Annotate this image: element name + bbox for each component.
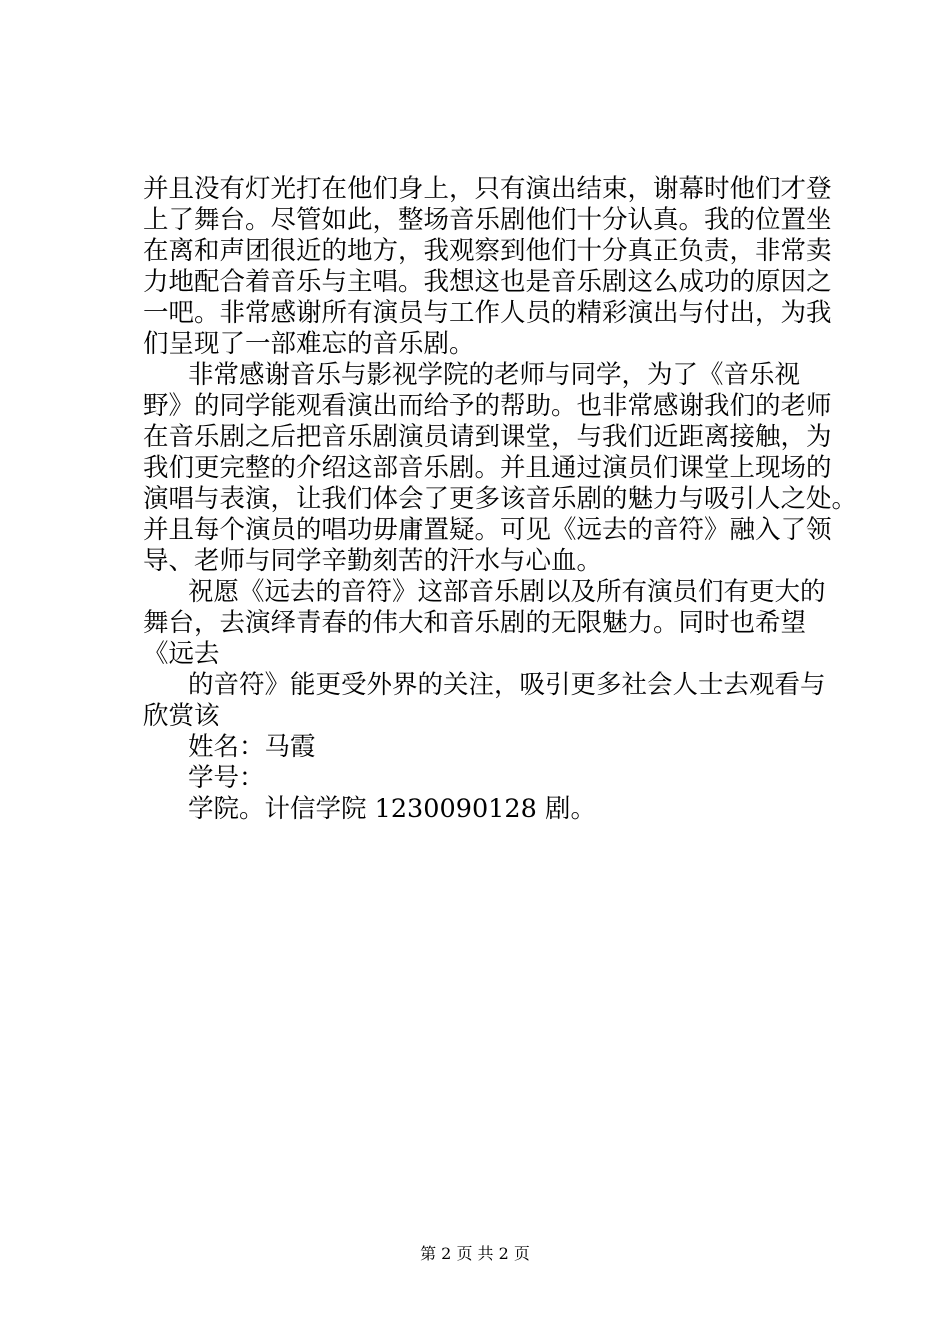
text-line: 学号： (188, 763, 265, 793)
text-line: 并且没有灯光打在他们身上，只有演出结束，谢幕时他们才登 (143, 174, 832, 204)
text-line: 野》的同学能观看演出而给予的帮助。也非常感谢我们的老师 (143, 391, 832, 421)
text-line: 姓名：马霞 (188, 732, 316, 762)
text-line: 导、老师与同学辛勤刻苦的汗水与心血。 (143, 546, 603, 576)
document-body (143, 174, 858, 825)
text-line: 《远去 (143, 639, 220, 669)
text-line: 一吧。非常感谢所有演员与工作人员的精彩演出与付出，为我 (143, 298, 832, 328)
text-line: 们呈现了一部难忘的音乐剧。 (143, 329, 475, 359)
page-footer: 第 2 页 共 2 页 (420, 1244, 530, 1263)
text-line: 上了舞台。尽管如此，整场音乐剧他们十分认真。我的位置坐 (143, 205, 832, 235)
text-line: 祝愿《远去的音符》这部音乐剧以及所有演员们有更大的 (188, 577, 826, 607)
text-line: 舞台，去演绎青春的伟大和音乐剧的无限魅力。同时也希望 (143, 608, 807, 638)
text-line: 演唱与表演，让我们体会了更多该音乐剧的魅力与吸引人之处。 (143, 484, 858, 514)
text-line: 非常感谢音乐与影视学院的老师与同学，为了《音乐视 (188, 360, 801, 390)
text-line: 的音符》能更受外界的关注，吸引更多社会人士去观看与 (188, 670, 826, 700)
text-line: 学院。计信学院 1230090128 剧。 (188, 794, 596, 824)
text-line: 欣赏该 (143, 701, 220, 731)
text-line: 并且每个演员的唱功毋庸置疑。可见《远去的音符》融入了领 (143, 515, 832, 545)
text-line: 力地配合着音乐与主唱。我想这也是音乐剧这么成功的原因之 (143, 267, 832, 297)
text-line: 在离和声团很近的地方，我观察到他们十分真正负责，非常卖 (143, 236, 832, 266)
text-line: 我们更完整的介绍这部音乐剧。并且通过演员们课堂上现场的 (143, 453, 832, 483)
text-line: 在音乐剧之后把音乐剧演员请到课堂，与我们近距离接触，为 (143, 422, 832, 452)
